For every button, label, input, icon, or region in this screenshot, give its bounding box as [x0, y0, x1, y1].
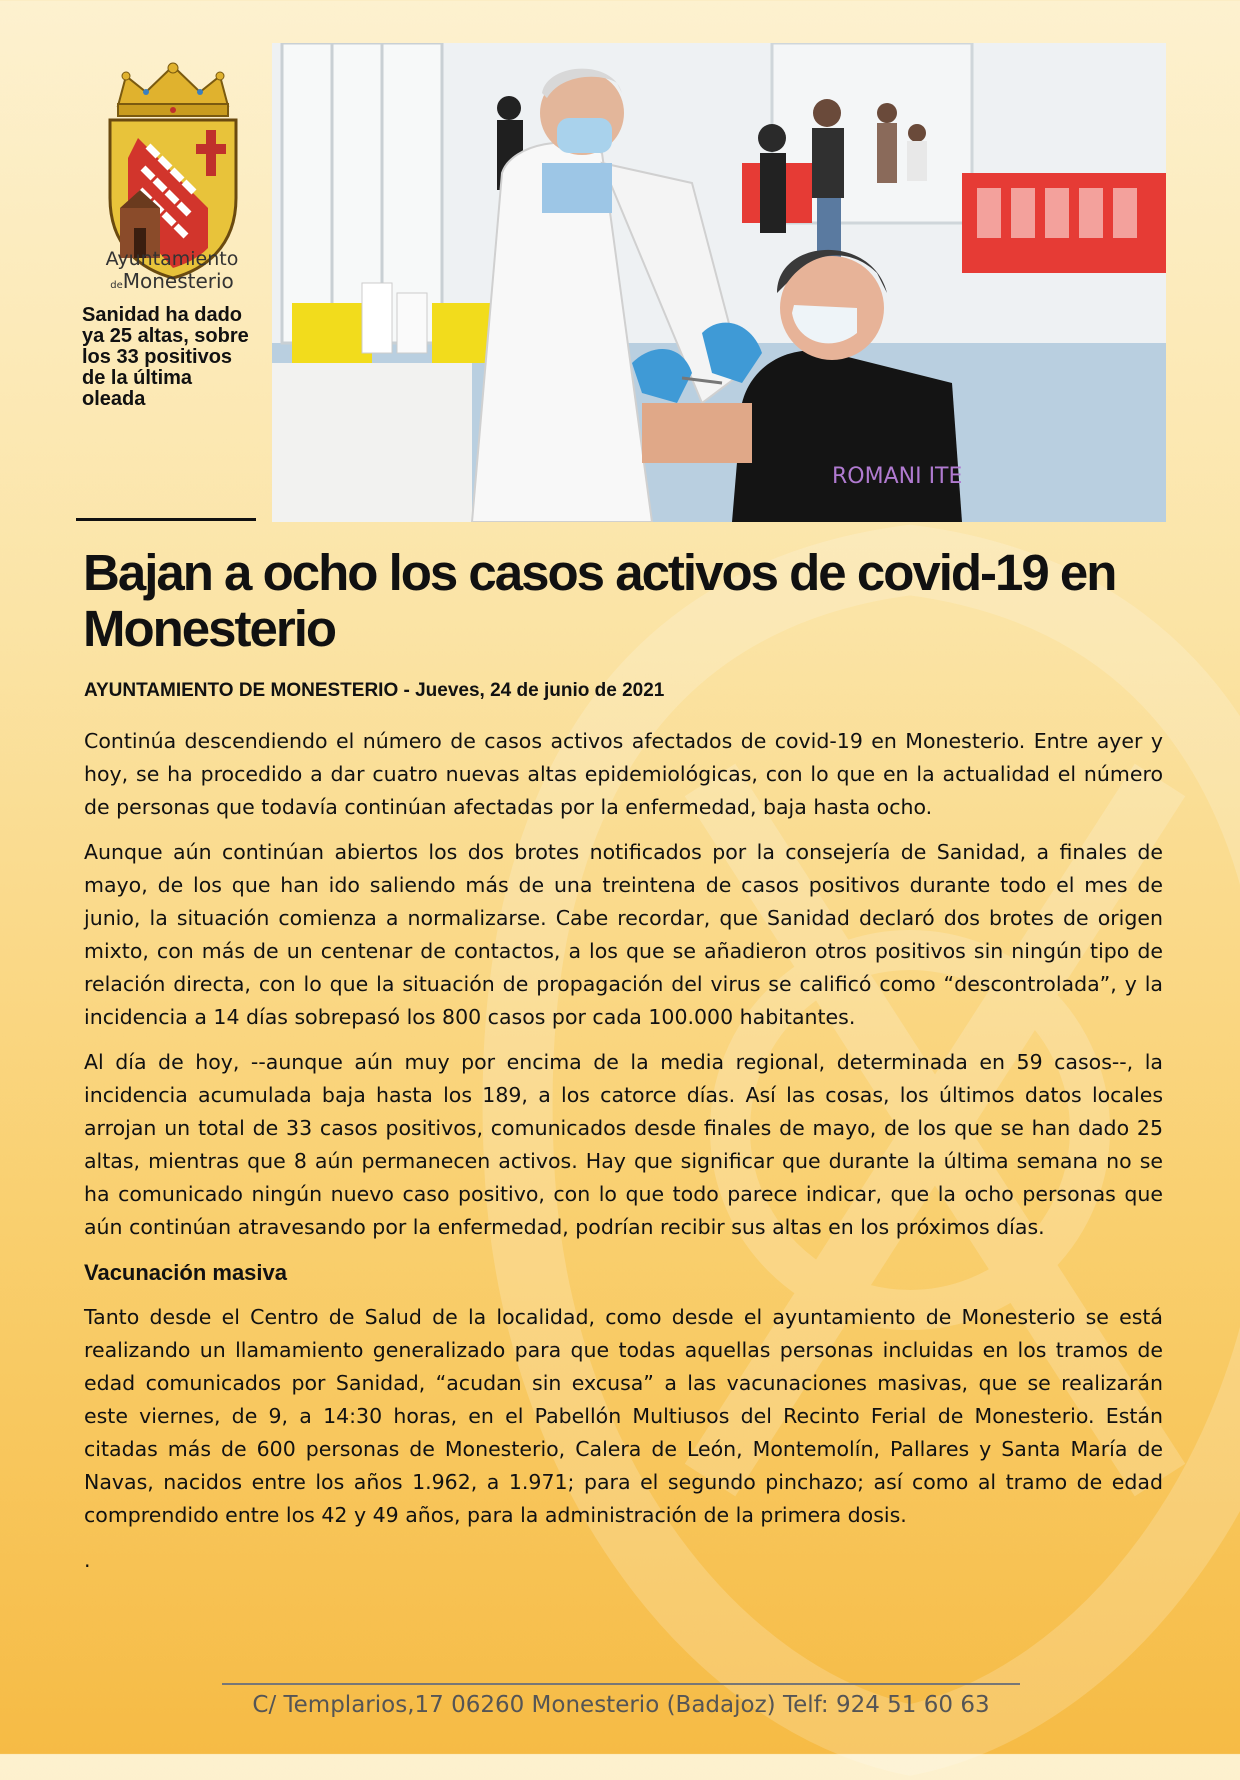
article-paragraph: Aunque aún continúan abiertos los dos brotes notificados por la consejería de Sanidad, a finales de mayo, de los que han ido saliendo más de una treintena de casos positivos durante todo el mes de junio, la situación comienza a normalizarse. Cabe recordar, que Sanidad declaró dos brotes de origen mixto, con más de un centenar de contactos, a los que se añadieron otros positivos sin ningún tipo de relación directa, con lo que la situación de propagación del virus se calificó como “descontrolada”, y la incidencia a 14 días sobrepasó los 800 casos por cada 100.000 habitantes.	[84, 840, 1163, 1029]
logo-text-line1: Ayuntamiento	[105, 248, 239, 270]
subheading: Vacunación masiva	[84, 1260, 287, 1285]
footer-divider	[222, 1683, 1020, 1685]
footer-address: C/ Templarios,17 06260 Monesterio (Badajoz) Telf: 924 51 60 63	[252, 1692, 990, 1718]
logo-text-line2	[92, 270, 252, 297]
logo-text-line2-prefix: de	[110, 280, 123, 291]
logo-text-line2-main: Monesterio	[122, 269, 234, 293]
sidebar-divider	[76, 518, 256, 521]
photo-shirt-text: ROMANI ITE	[832, 464, 963, 489]
byline: AYUNTAMIENTO DE MONESTERIO - Jueves, 24 de junio de 2021	[84, 680, 665, 701]
vaccination-photo	[272, 43, 1166, 522]
article-paragraph: Tanto desde el Centro de Salud de la localidad, como desde el ayuntamiento de Monesterio se está realizando un llamamiento generalizado para que todas aquellas personas incluidas en los tramos de edad comunicados por Sanidad, “acudan sin excusa” a las vacunaciones masivas, que se realizarán este viernes, de 9, a 14:30 horas, en el Pabellón Multiusos del Recinto Ferial de Monesterio. Están citadas más de 600 personas de Monesterio, Calera de León, Montemolín, Pallares y Santa María de Navas, nacidos entre los años 1.962, a 1.971; para el segundo pinchazo; así como al tramo de edad comprendido entre los 42 y 49 años, para la administración de la primera dosis.	[84, 1305, 1163, 1527]
logo-text	[92, 248, 252, 297]
sidebar-summary: Sanidad ha dado ya 25 altas, sobre los 33 positivos de la última oleada	[82, 304, 249, 410]
article-paragraph: Al día de hoy, --aunque aún muy por encima de la media regional, determinada en 59 casos--, la incidencia acumulada baja hasta los 189, a los catorce días. Así las cosas, los últimos datos locales arrojan un total de 33 casos positivos, comunicados desde finales de mayo, de los que se han dado 25 altas, mientras que 8 aún permanecen activos. Hay que significar que durante la última semana no se ha comunicado ningún nuevo caso positivo, con lo que todo parece indicar, que la ocho personas que aún continúan atravesando por la enfermedad, podrían recibir sus altas en los próximos días.	[84, 1050, 1163, 1239]
article-paragraph: Continúa descendiendo el número de casos activos afectados de covid-19 en Monesterio. Entre ayer y hoy, se ha procedido a dar cuatro nuevas altas epidemiológicas, con lo que en la actualidad el número de personas que todavía continúan afectadas por la enfermedad, baja hasta ocho.	[84, 729, 1163, 819]
trailing-dot: .	[84, 1548, 91, 1572]
article-body	[84, 725, 1163, 1589]
headline: Bajan a ocho los casos activos de covid-19 en Monesterio	[83, 544, 1116, 657]
